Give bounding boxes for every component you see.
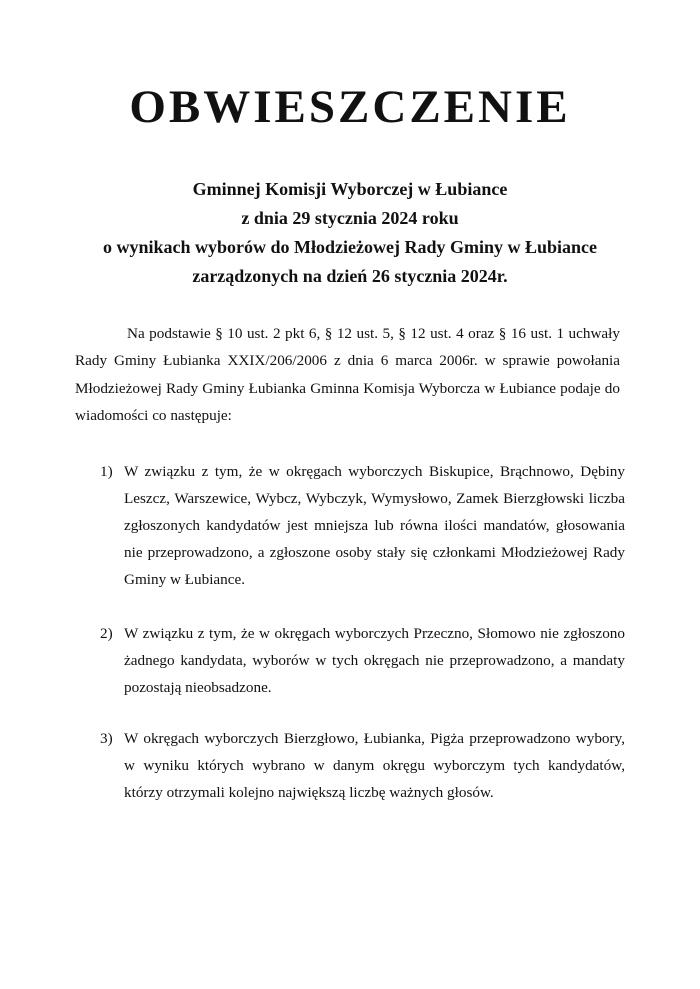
list-item bbox=[100, 725, 625, 806]
list-item bbox=[100, 458, 625, 593]
list-item-text: W okręgach wyborczych Bierzgłowo, Łubianka, Pigża przeprowadzono wybory, w wyniku których wybrano w danym okręgu wyborczym tych kandydatów, którzy otrzymali kolejno największą liczbę ważnych głosów. bbox=[124, 730, 625, 801]
list-item-number: 2) bbox=[100, 625, 113, 642]
subtitle-line-subject: o wynikach wyborów do Młodzieżowej Rady Gminy w Łubiance bbox=[102, 237, 597, 257]
subtitle-line-date: z dnia 29 stycznia 2024 roku bbox=[241, 208, 459, 228]
list-item-number: 3) bbox=[100, 730, 113, 747]
list-item bbox=[100, 620, 625, 701]
subtitle-line-election-date: zarządzonych na dzień 26 stycznia 2024r. bbox=[192, 266, 508, 286]
list-item-text: W związku z tym, że w okręgach wyborczych Biskupice, Brąchnowo, Dębiny Leszcz, Warszewice, Wybcz, Wybczyk, Wymysłowo, Zamek Bierzgłowski liczba zgłoszonych kandydatów jest mniejsza lub równa ilości mandatów, głosowania nie przeprowadzono, a zgłoszone osoby stały się członkami Młodzieżowej Rady Gminy w Łubiance. bbox=[124, 463, 625, 588]
document-title: OBWIESZCZENIE bbox=[129, 81, 571, 133]
intro-paragraph: Na podstawie § 10 ust. 2 pkt 6, § 12 ust. 5, § 12 ust. 4 oraz § 16 ust. 1 uchwały Rady Gminy Łubianka XXIX/206/2006 z dnia 6 marca 2006r. w sprawie powołania Młodzieżowej Rady Gminy Łubianka Gminna Komisja Wyborcza w Łubiance podaje do wiadomości co następuje: bbox=[75, 325, 620, 425]
list-item-number: 1) bbox=[100, 463, 113, 480]
list-item-text: W związku z tym, że w okręgach wyborczych Przeczno, Słomowo nie zgłoszono żadnego kandydata, wyborów w tych okręgach nie przeprowadzono, a mandaty pozostają nieobsadzone. bbox=[124, 625, 625, 696]
subtitle-line-issuer: Gminnej Komisji Wyborczej w Łubiance bbox=[192, 179, 508, 199]
